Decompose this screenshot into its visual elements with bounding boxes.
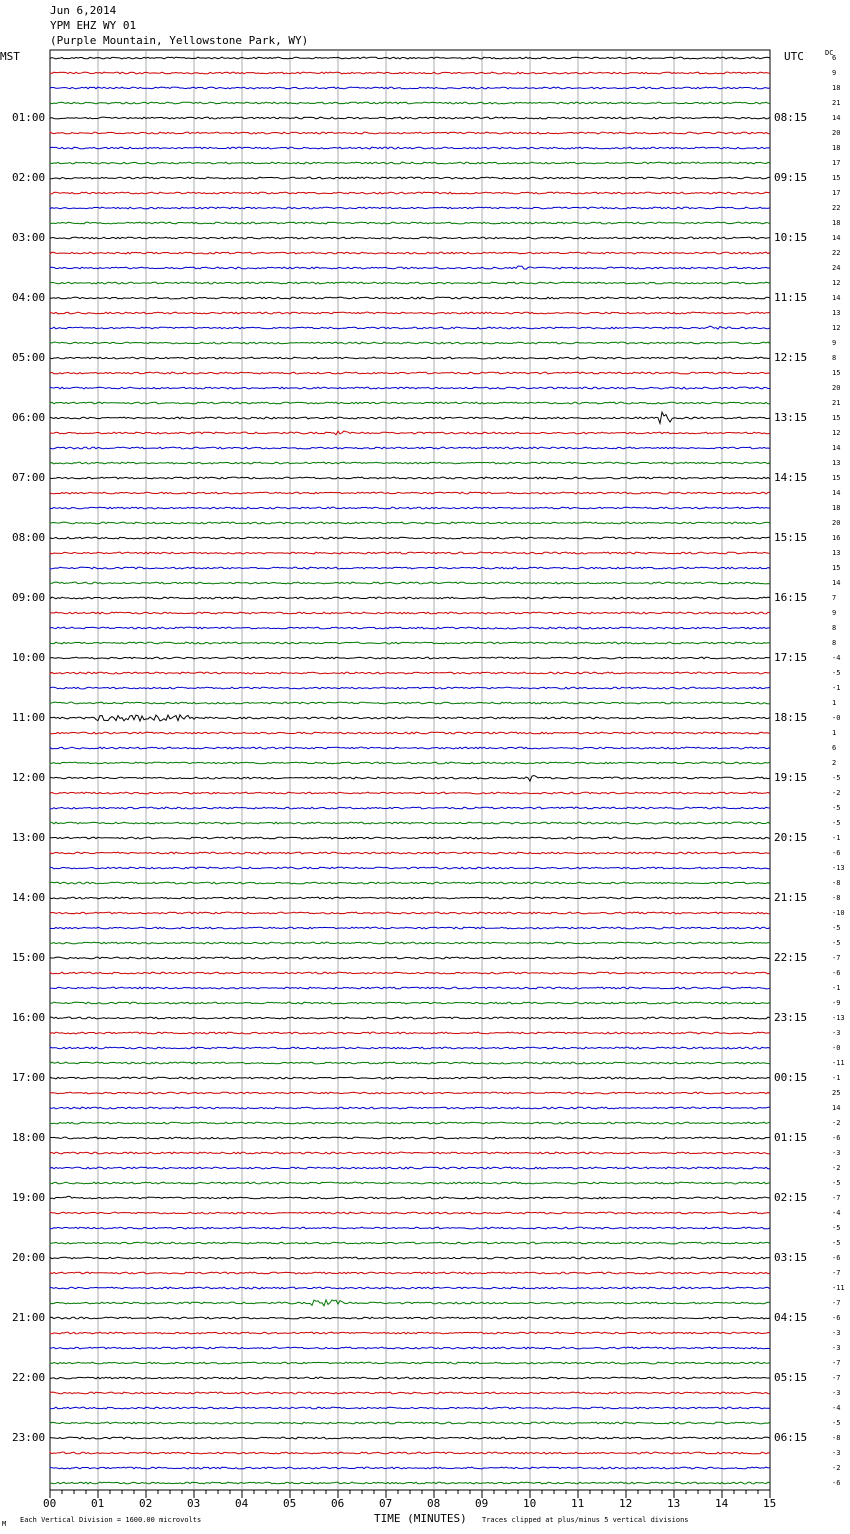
trace-39 [50,642,770,644]
utc-hour-label: 21:15 [774,891,808,904]
dc-offset-label: 14 [832,1104,841,1112]
utc-axis-label: UTC [784,50,804,63]
trace-0 [50,57,770,59]
trace-75 [50,1182,770,1184]
utc-hour-label: 23:15 [774,1011,808,1024]
dc-offset-label: -5 [832,939,841,947]
dc-offset-label: 1 [832,699,837,707]
trace-22 [50,387,770,389]
utc-hour-label: 08:15 [774,111,808,124]
trace-3 [50,102,770,104]
trace-90 [50,1407,770,1409]
mst-hour-label: 18:00 [12,1131,46,1144]
dc-offset-label: 25 [832,1089,841,1097]
trace-30 [50,507,770,509]
mst-hour-label: 23:00 [12,1431,46,1444]
dc-offset-label: -5 [832,1224,841,1232]
dc-offset-label: 15 [832,564,841,572]
trace-95 [50,1482,770,1484]
trace-65 [50,1032,770,1034]
trace-16 [50,297,770,299]
x-tick-label: 05 [283,1497,297,1510]
trace-93 [50,1452,770,1454]
dc-offset-label: -1 [832,684,841,692]
trace-31 [50,522,770,524]
x-tick-label: 03 [187,1497,201,1510]
dc-offset-label: 12 [832,324,841,332]
trace-54 [50,867,770,869]
trace-4 [50,117,770,119]
dc-offset-label: -5 [832,669,841,677]
x-tick-label: 09 [475,1497,489,1510]
dc-offset-label: 8 [832,639,837,647]
mst-hour-label: 19:00 [12,1191,46,1204]
dc-offset-label: 18 [832,504,841,512]
dc-offset-label: -11 [832,1059,845,1067]
dc-offset-label: 14 [832,114,841,122]
trace-28 [50,477,770,479]
trace-62 [50,987,770,989]
trace-10 [50,207,770,209]
trace-80 [50,1257,770,1259]
trace-73 [50,1152,770,1154]
dc-offset-label: -4 [832,1404,841,1412]
dc-offset-label: 8 [832,624,837,632]
utc-hour-label: 15:15 [774,531,808,544]
mst-hour-label: 09:00 [12,591,46,604]
utc-hour-label: 04:15 [774,1311,808,1324]
trace-84 [50,1317,770,1319]
trace-44 [50,715,770,721]
dc-offset-label: 1 [832,729,837,737]
trace-12 [50,237,770,239]
dc-offset-label: -13 [832,864,845,872]
trace-79 [50,1242,770,1244]
trace-27 [50,462,770,464]
dc-offset-label: 14 [832,489,841,497]
trace-66 [50,1047,770,1049]
trace-47 [50,762,770,764]
x-tick-label: 10 [523,1497,537,1510]
dc-offset-label: -11 [832,1284,845,1292]
trace-94 [50,1467,770,1469]
trace-51 [50,822,770,824]
dc-offset-label: 17 [832,159,841,167]
dc-offset-label: 12 [832,279,841,287]
trace-2 [50,87,770,89]
dc-offset-label: 7 [832,594,837,602]
trace-63 [50,1002,770,1004]
mst-hour-label: 16:00 [12,1011,46,1024]
trace-1 [50,72,770,74]
dc-offset-label: -3 [832,1449,841,1457]
dc-offset-label: 18 [832,84,841,92]
trace-17 [50,312,770,314]
dc-offset-label: -8 [832,1434,841,1442]
dc-offset-label: -7 [832,954,841,962]
dc-offset-label: -3 [832,1329,841,1337]
dc-offset-label: -6 [832,1254,841,1262]
trace-19 [50,342,770,344]
dc-offset-label: 22 [832,249,841,257]
trace-92 [50,1437,770,1439]
trace-52 [50,837,770,839]
mst-hour-label: 01:00 [12,111,46,124]
trace-18 [50,326,770,329]
dc-offset-label: -10 [832,909,845,917]
trace-13 [50,252,770,254]
mst-hour-label: 02:00 [12,171,46,184]
trace-68 [50,1077,770,1079]
trace-76 [50,1196,770,1199]
dc-offset-label: -7 [832,1269,841,1277]
dc-offset-label: -3 [832,1389,841,1397]
dc-offset-label: -1 [832,1074,841,1082]
trace-24 [50,412,770,423]
dc-offset-label: 15 [832,474,841,482]
mst-hour-label: 05:00 [12,351,46,364]
trace-78 [50,1227,770,1229]
dc-offset-label: -5 [832,774,841,782]
dc-offset-label: -3 [832,1149,841,1157]
dc-offset-label: 21 [832,99,841,107]
trace-48 [50,776,770,782]
x-tick-label: 07 [379,1497,393,1510]
dc-offset-label: -3 [832,1344,841,1352]
x-tick-label: 04 [235,1497,249,1510]
mst-hour-label: 11:00 [12,711,46,724]
utc-hour-label: 06:15 [774,1431,808,1444]
trace-5 [50,132,770,134]
trace-89 [50,1392,770,1394]
dc-offset-label: 15 [832,369,841,377]
x-tick-label: 11 [571,1497,585,1510]
dc-offset-label: -5 [832,924,841,932]
utc-hour-label: 10:15 [774,231,808,244]
dc-offset-label: 6 [832,744,837,752]
dc-offset-label: 9 [832,339,837,347]
utc-hour-label: 22:15 [774,951,808,964]
utc-hour-label: 19:15 [774,771,808,784]
dc-offset-label: 18 [832,144,841,152]
dc-offset-label: -9 [832,999,841,1007]
dc-offset-label: 24 [832,264,841,272]
dc-offset-label: -1 [832,984,841,992]
x-tick-label: 01 [91,1497,105,1510]
trace-86 [50,1347,770,1349]
utc-hour-label: 01:15 [774,1131,808,1144]
trace-7 [50,162,770,164]
dc-offset-label: -5 [832,804,841,812]
utc-hour-label: 14:15 [774,471,808,484]
trace-74 [50,1167,770,1169]
trace-56 [50,897,770,899]
trace-81 [50,1272,770,1274]
dc-offset-label: -7 [832,1374,841,1382]
dc-offset-label: -6 [832,1134,841,1142]
dc-offset-label: -0 [832,1044,841,1052]
dc-offset-label: 15 [832,174,841,182]
dc-offset-label: -2 [832,789,841,797]
trace-88 [50,1377,770,1379]
trace-43 [50,702,770,704]
dc-offset-label: -7 [832,1299,841,1307]
dc-offset-label: -5 [832,1239,841,1247]
utc-hour-label: 03:15 [774,1251,808,1264]
trace-11 [50,222,770,224]
dc-offset-label: -1 [832,834,841,842]
trace-29 [50,492,770,494]
mst-hour-label: 15:00 [12,951,46,964]
trace-67 [50,1062,770,1064]
dc-offset-label: 9 [832,69,837,77]
trace-87 [50,1362,770,1364]
trace-46 [50,747,770,749]
trace-38 [50,627,770,629]
trace-21 [50,372,770,374]
trace-53 [50,852,770,854]
dc-offset-label: -6 [832,1314,841,1322]
trace-6 [50,147,770,149]
utc-hour-label: 12:15 [774,351,808,364]
dc-offset-label: 13 [832,309,841,317]
trace-35 [50,582,770,584]
mst-hour-label: 13:00 [12,831,46,844]
mst-hour-label: 20:00 [12,1251,46,1264]
trace-26 [50,447,770,449]
dc-offset-label: 14 [832,444,841,452]
mst-hour-label: 14:00 [12,891,46,904]
x-tick-label: 08 [427,1497,441,1510]
dc-offset-label: -3 [832,1029,841,1037]
plot-date: Jun 6,2014 [50,4,117,17]
dc-offset-label: 22 [832,204,841,212]
trace-55 [50,882,770,884]
x-tick-label: 13 [667,1497,681,1510]
trace-14 [50,266,770,269]
trace-70 [50,1107,770,1109]
dc-offset-label: 15 [832,414,841,422]
x-tick-label: 00 [43,1497,57,1510]
dc-offset-label: 2 [832,759,837,767]
dc-offset-label: -4 [832,654,841,662]
utc-hour-label: 13:15 [774,411,808,424]
mst-hour-label: 17:00 [12,1071,46,1084]
trace-61 [50,972,770,974]
clip-note: Traces clipped at plus/minus 5 vertical divisions [482,1516,689,1524]
dc-offset-label: -0 [832,714,841,722]
trace-50 [50,807,770,809]
trace-49 [50,792,770,794]
dc-offset-label: 20 [832,519,841,527]
utc-hour-label: 09:15 [774,171,808,184]
dc-column-label: DC [825,49,834,57]
mst-hour-label: 22:00 [12,1371,46,1384]
utc-hour-label: 11:15 [774,291,808,304]
trace-42 [50,687,770,689]
x-tick-label: 14 [715,1497,729,1510]
dc-offset-label: 9 [832,609,837,617]
trace-45 [50,732,770,734]
dc-offset-label: 14 [832,579,841,587]
utc-hour-label: 20:15 [774,831,808,844]
trace-60 [50,957,770,959]
scale-note: Each Vertical Division = 1600.00 microvolts [20,1516,202,1524]
mst-hour-label: 03:00 [12,231,46,244]
mst-hour-label: 04:00 [12,291,46,304]
trace-34 [50,567,770,569]
trace-20 [50,357,770,359]
trace-69 [50,1092,770,1094]
utc-hour-label: 02:15 [774,1191,808,1204]
dc-offset-label: 16 [832,534,841,542]
mst-axis-label: MST [0,50,20,63]
dc-offset-label: 14 [832,294,841,302]
station-location: (Purple Mountain, Yellowstone Park, WY) [50,34,309,47]
dc-offset-label: -5 [832,819,841,827]
trace-91 [50,1422,770,1424]
x-tick-label: 12 [619,1497,633,1510]
mst-hour-label: 12:00 [12,771,46,784]
dc-offset-label: 20 [832,384,841,392]
trace-32 [50,537,770,539]
x-tick-label: 15 [763,1497,777,1510]
trace-40 [50,657,770,659]
dc-offset-label: -13 [832,1014,845,1022]
dc-offset-label: -5 [832,1419,841,1427]
dc-offset-label: 20 [832,129,841,137]
station-code: YPM EHZ WY 01 [50,19,137,32]
trace-82 [50,1287,770,1289]
trace-33 [50,552,770,554]
mst-hour-label: 21:00 [12,1311,46,1324]
dc-offset-label: -2 [832,1464,841,1472]
utc-hour-label: 00:15 [774,1071,808,1084]
trace-15 [50,282,770,284]
dc-offset-label: -2 [832,1164,841,1172]
trace-58 [50,927,770,929]
dc-offset-label: -6 [832,1479,841,1487]
trace-37 [50,612,770,614]
dc-offset-label: -4 [832,1209,841,1217]
trace-36 [50,597,770,599]
trace-23 [50,402,770,404]
trace-8 [50,177,770,179]
dc-offset-label: 21 [832,399,841,407]
trace-25 [50,431,770,435]
dc-offset-label: -5 [832,1179,841,1187]
utc-hour-label: 17:15 [774,651,808,664]
trace-72 [50,1137,770,1139]
dc-offset-label: -8 [832,894,841,902]
dc-offset-label: -6 [832,849,841,857]
trace-71 [50,1122,770,1124]
trace-59 [50,942,770,944]
dc-offset-label: 12 [832,429,841,437]
dc-offset-label: 13 [832,459,841,467]
mst-hour-label: 10:00 [12,651,46,664]
trace-64 [50,1017,770,1019]
trace-41 [50,672,770,674]
trace-9 [50,192,770,194]
dc-offset-label: 18 [832,219,841,227]
time-axis-title: TIME (MINUTES) [374,1512,467,1525]
dc-offset-label: -7 [832,1194,841,1202]
mst-hour-label: 07:00 [12,471,46,484]
dc-offset-label: 14 [832,234,841,242]
trace-85 [50,1332,770,1334]
dc-offset-label: -2 [832,1119,841,1127]
dc-offset-label: 6 [832,54,837,62]
x-tick-label: 06 [331,1497,345,1510]
trace-77 [50,1212,770,1214]
dc-offset-label: -6 [832,969,841,977]
dc-offset-label: 8 [832,354,837,362]
x-tick-label: 02 [139,1497,153,1510]
utc-hour-label: 18:15 [774,711,808,724]
mst-hour-label: 08:00 [12,531,46,544]
dc-offset-label: -7 [832,1359,841,1367]
dc-offset-label: -8 [832,879,841,887]
dc-offset-label: 13 [832,549,841,557]
utc-hour-label: 05:15 [774,1371,808,1384]
utc-hour-label: 16:15 [774,591,808,604]
corner-mark: M [2,1520,7,1528]
mst-hour-label: 06:00 [12,411,46,424]
trace-57 [50,912,770,914]
trace-83 [50,1300,770,1306]
dc-offset-label: 17 [832,189,841,197]
